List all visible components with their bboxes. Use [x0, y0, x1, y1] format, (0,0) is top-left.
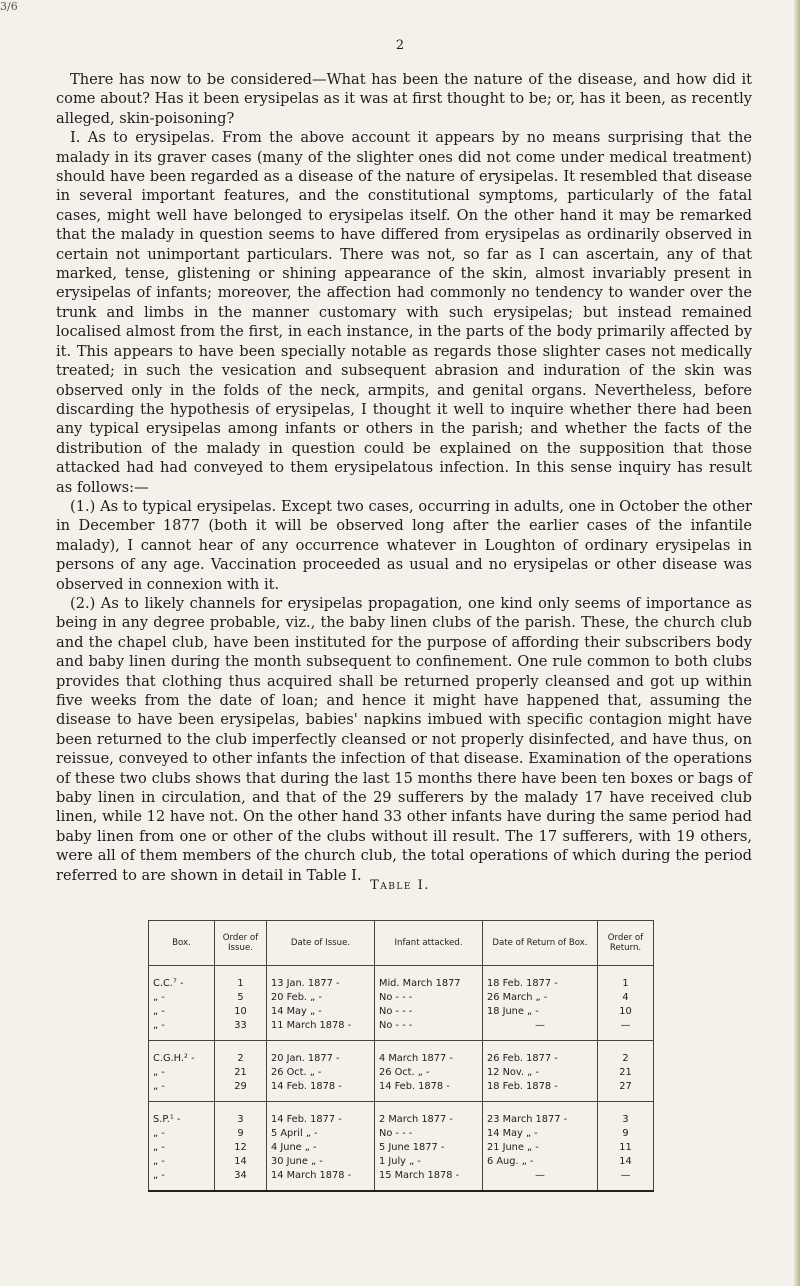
cell-box: „ - [149, 1020, 215, 1041]
cell-date-of-issue: 5 April „ - [267, 1128, 375, 1142]
cell-infant-attacked: No - - - [375, 1006, 483, 1020]
cell-order-of-return: 4 [598, 992, 654, 1006]
table-row [149, 1142, 654, 1156]
table-spacer-row [149, 1102, 654, 1115]
cell-date-of-return: 12 Nov. „ - [483, 1067, 598, 1081]
table-row [149, 978, 654, 992]
cell-box: „ - [149, 1156, 215, 1170]
cell-order-of-issue: 9 [215, 1128, 267, 1142]
table-row [149, 1020, 654, 1041]
table-title: Table I. [370, 878, 430, 893]
table-i [148, 920, 654, 1192]
cell-order-of-return: 1 [598, 978, 654, 992]
table-row [149, 1128, 654, 1142]
cell-date-of-return: 21 June „ - [483, 1142, 598, 1156]
cell-date-of-issue: 13 Jan. 1877 - [267, 978, 375, 992]
cell-date-of-issue: 14 May „ - [267, 1006, 375, 1020]
cell-date-of-issue: 4 June „ - [267, 1142, 375, 1156]
cell-box: „ - [149, 1128, 215, 1142]
cell-order-of-issue: 33 [215, 1020, 267, 1041]
paragraph-2: I. As to erysipelas. From the above account it appears by no means surprising that the malady in its graver cases (many of the slighter ones did not come under medical treatment) should have been regarded as a disease of the nature of erysipelas. It resembled that disease in several important features, and the constitutional symptoms, particularly of the fatal cases, might well have belonged to erysipelas itself. On the other hand it may be remarked that the malady in question seems to have differed from erysipelas as ordinarily observed in certain not unimportant particulars. There was not, so far as I can ascertain, any of that marked, tense, glistening or shining appearance of the skin, almost invariably present in erysipelas of infants; moreover, the affection had commonly no tendency to wander over the trunk and limbs in the manner customary with such erysipelas; but instead remained localised almost from the first, in each instance, in the parts of the body primarily affected by it. This appears to have been specially notable as regards those slighter cases not medically treated; in such the vesication and subsequent abrasion and induration of the skin was observed only in the folds of the neck, armpits, and genital organs. Nevertheless, before discarding the hypothesis of erysipelas, I thought it well to inquire whether there had been any typical erysipelas among infants or others in the parish; and whether the facts of the distribution of the malady in question could be explained on the supposition that those attacked had had conveyed to them erysipelatous infection. In this sense inquiry has result as follows:— [56, 129, 752, 496]
table-row [149, 1170, 654, 1191]
cell-order-of-return: 27 [598, 1081, 654, 1102]
cell-box: „ - [149, 1067, 215, 1081]
cell-date-of-return: 18 June „ - [483, 1006, 598, 1020]
cell-date-of-return: 26 March „ - [483, 992, 598, 1006]
cell-order-of-issue: 1 [215, 978, 267, 992]
table-row [149, 1053, 654, 1067]
page-number: 2 [395, 38, 405, 53]
cell-date-of-issue: 20 Jan. 1877 - [267, 1053, 375, 1067]
table-row [149, 1067, 654, 1081]
cell-date-of-issue: 14 March 1878 - [267, 1170, 375, 1191]
cell-infant-attacked: 26 Oct. „ - [375, 1067, 483, 1081]
cell-date-of-issue: 11 March 1878 - [267, 1020, 375, 1041]
header-order-of-issue: Order of Issue. [215, 921, 267, 966]
cell-order-of-return: 9 [598, 1128, 654, 1142]
paragraph-4: (2.) As to likely channels for erysipelas propagation, one kind only seems of importance as being in any degree probable, viz., the baby linen clubs of the parish. These, the church club and the chapel club, have been instituted for the purpose of affording their subscribers body and baby linen during the month subsequent to confinement. One rule common to both clubs provides that clothing thus acquired shall be returned properly cleansed and got up within five weeks from the date of loan; and hence it might have happened that, assuming the disease to have been erysipelas, babies' napkins imbued with specific contagion might have been returned to the club imperfectly cleansed or not properly disinfected, and have thus, on reissue, conveyed to other infants the infection of that disease. Examination of the operations of these two clubs shows that during the last 15 months there have been ten boxes or bags of baby linen in circulation, and that of the 29 sufferers by the malady 17 have received club linen, while 12 have not. On the other hand 33 other infants have during the same period had baby linen from one or other of the clubs without ill result. The 17 sufferers, with 19 others, were all of them members of the church club, the total operations of which during the period referred to are shown in detail in Table I. [56, 594, 752, 884]
paragraph-1: There has now to be considered—What has been the nature of the disease, and how did it come about? Has it been erysipelas as it was at first thought to be; or, has it been, as recently alleged, skin-poisoning? [56, 71, 752, 127]
cell-date-of-return: 14 May „ - [483, 1128, 598, 1142]
cell-box: „ - [149, 1170, 215, 1191]
table-body [149, 966, 654, 1192]
cell-order-of-issue: 3 [215, 1114, 267, 1128]
table-row [149, 1006, 654, 1020]
cell-box: „ - [149, 1006, 215, 1020]
cell-infant-attacked: 15 March 1878 - [375, 1170, 483, 1191]
cell-box: „ - [149, 1142, 215, 1156]
table-spacer-row [149, 1041, 654, 1054]
cell-date-of-return: 18 Feb. 1878 - [483, 1081, 598, 1102]
cell-infant-attacked: 5 June 1877 - [375, 1142, 483, 1156]
cell-infant-attacked: Mid. March 1877 [375, 978, 483, 992]
cell-date-of-issue: 20 Feb. „ - [267, 992, 375, 1006]
cell-date-of-issue: 26 Oct. „ - [267, 1067, 375, 1081]
cell-date-of-issue: 30 June „ - [267, 1156, 375, 1170]
cell-order-of-return: 14 [598, 1156, 654, 1170]
cell-infant-attacked: No - - - [375, 1020, 483, 1041]
page-edge-shadow [794, 0, 800, 1286]
cell-order-of-return: 10 [598, 1006, 654, 1020]
cell-date-of-return: 23 March 1877 - [483, 1114, 598, 1128]
cell-order-of-issue: 21 [215, 1067, 267, 1081]
cell-date-of-return: — [483, 1170, 598, 1191]
table-row [149, 1114, 654, 1128]
cell-order-of-issue: 34 [215, 1170, 267, 1191]
cell-order-of-issue: 5 [215, 992, 267, 1006]
table-row [149, 992, 654, 1006]
cell-order-of-issue: 2 [215, 1053, 267, 1067]
cell-box: „ - [149, 1081, 215, 1102]
cell-infant-attacked: No - - - [375, 992, 483, 1006]
cell-order-of-return: 11 [598, 1142, 654, 1156]
cell-infant-attacked: 1 July „ - [375, 1156, 483, 1170]
cell-date-of-return: 6 Aug. „ - [483, 1156, 598, 1170]
cell-order-of-return: — [598, 1170, 654, 1191]
table-spacer-row [149, 966, 654, 979]
cell-date-of-issue: 14 Feb. 1878 - [267, 1081, 375, 1102]
cell-date-of-return: 18 Feb. 1877 - [483, 978, 598, 992]
cell-order-of-issue: 14 [215, 1156, 267, 1170]
table-header-row [149, 921, 654, 966]
cell-infant-attacked: 4 March 1877 - [375, 1053, 483, 1067]
cell-infant-attacked: 2 March 1877 - [375, 1114, 483, 1128]
cell-order-of-return: — [598, 1020, 654, 1041]
body-text [56, 70, 752, 885]
cell-order-of-issue: 29 [215, 1081, 267, 1102]
cell-date-of-return: 26 Feb. 1877 - [483, 1053, 598, 1067]
paragraph-3: (1.) As to typical erysipelas. Except two cases, occurring in adults, one in October the other in December 1877 (both it will be observed long after the earlier cases of the infantile malady), I cannot hear of any occurrence whatever in Loughton of ordinary erysipelas in persons of any age. Vaccination proceeded as usual and no erysipelas or other disease was observed in connexion with it. [56, 497, 752, 593]
cell-box: C.G.H.² - [149, 1053, 215, 1067]
cell-box: „ - [149, 992, 215, 1006]
cell-infant-attacked: No - - - [375, 1128, 483, 1142]
cell-date-of-issue: 14 Feb. 1877 - [267, 1114, 375, 1128]
cell-box: S.P.¹ - [149, 1114, 215, 1128]
header-date-of-issue: Date of Issue. [267, 921, 375, 966]
corner-mark: 3/6 [0, 0, 18, 13]
header-box: Box. [149, 921, 215, 966]
cell-infant-attacked: 14 Feb. 1878 - [375, 1081, 483, 1102]
cell-order-of-issue: 12 [215, 1142, 267, 1156]
cell-order-of-return: 3 [598, 1114, 654, 1128]
header-infant-attacked: Infant attacked. [375, 921, 483, 966]
cell-box: C.C.⁷ - [149, 978, 215, 992]
table-row [149, 1081, 654, 1102]
table-row [149, 1156, 654, 1170]
cell-date-of-return: — [483, 1020, 598, 1041]
header-order-of-return: Order of Return. [598, 921, 654, 966]
cell-order-of-return: 21 [598, 1067, 654, 1081]
header-date-of-return: Date of Return of Box. [483, 921, 598, 966]
cell-order-of-issue: 10 [215, 1006, 267, 1020]
cell-order-of-return: 2 [598, 1053, 654, 1067]
